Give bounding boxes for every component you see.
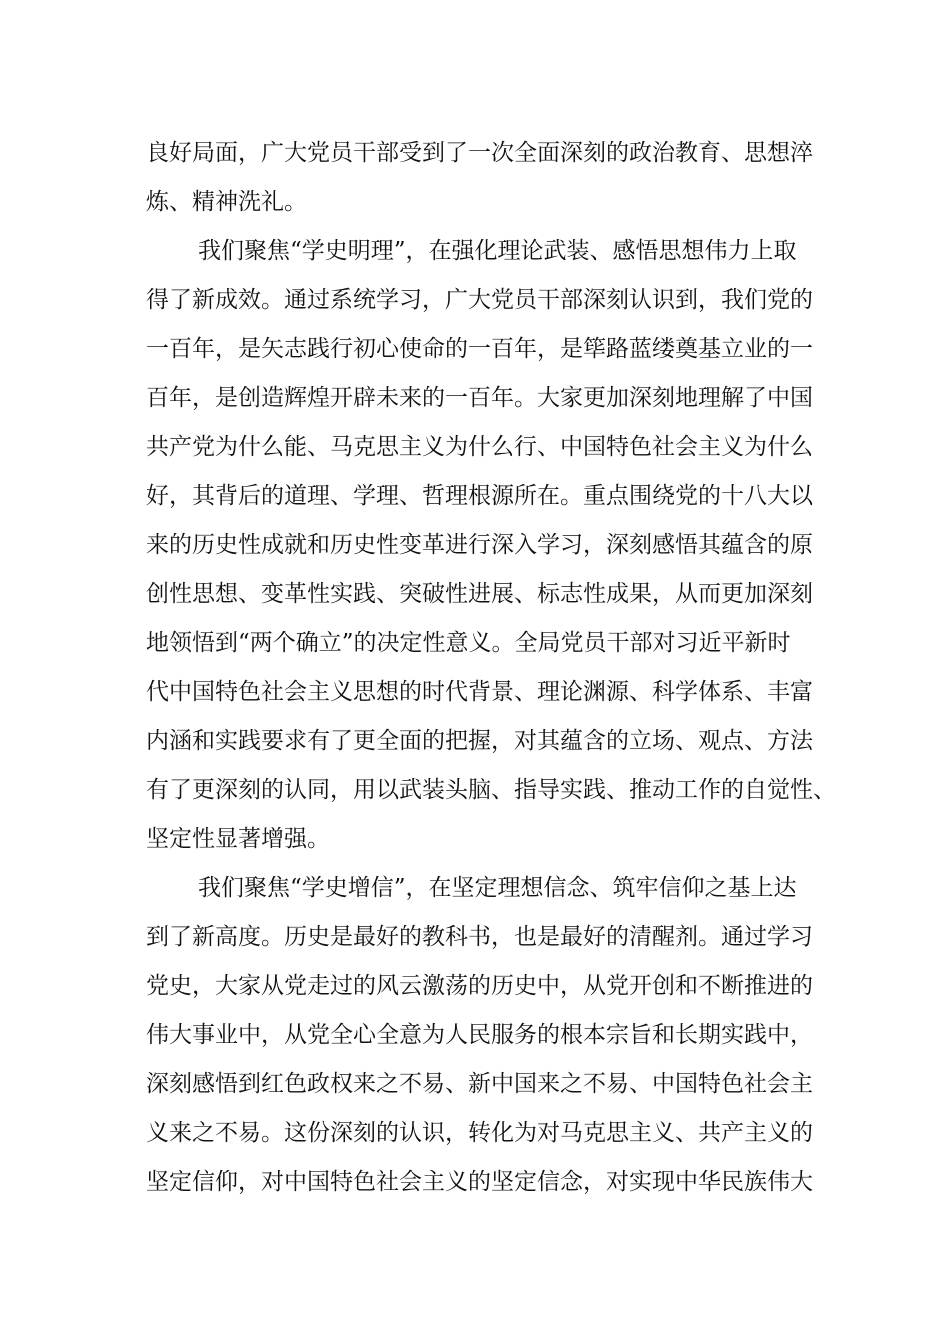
- text-line: 坚定性显著增强。: [146, 826, 330, 852]
- text-line: 到了新高度。历史是最好的教科书，也是最好的清醒剂。通过学习: [146, 924, 813, 950]
- text-line: 代中国特色社会主义思想的时代背景、理论渊源、科学体系、丰富: [146, 679, 813, 705]
- text-line: 一百年，是矢志践行初心使命的一百年，是筚路蓝缕奠基立业的一: [146, 336, 813, 362]
- text-line: 伟大事业中，从党全心全意为人民服务的根本宗旨和长期实践中，: [146, 1022, 813, 1048]
- text-line: 义来之不易。这份深刻的认识，转化为对马克思主义、共产主义的: [146, 1120, 813, 1146]
- text-line: 创性思想、变革性实践、突破性进展、标志性成果，从而更加深刻: [146, 581, 813, 607]
- text-line: 坚定信仰，对中国特色社会主义的坚定信念，对实现中华民族伟大: [146, 1169, 813, 1195]
- paragraph-first-line: 我们聚焦“学史明理”，在强化理论武装、感悟思想伟力上取: [198, 238, 797, 264]
- text-line: 内涵和实践要求有了更全面的把握，对其蕴含的立场、观点、方法: [146, 728, 813, 754]
- text-line: 炼、精神洗礼。: [146, 189, 307, 215]
- text-line: 得了新成效。通过系统学习，广大党员干部深刻认识到，我们党的: [146, 287, 813, 313]
- text-line: 有了更深刻的认同，用以武装头脑、指导实践、推动工作的自觉性、: [146, 777, 836, 803]
- text-line: 地领悟到“两个确立”的决定性意义。全局党员干部对习近平新时: [146, 630, 791, 656]
- text-line: 来的历史性成就和历史性变革进行深入学习，深刻感悟其蕴含的原: [146, 532, 813, 558]
- text-line: 党史，大家从党走过的风云激荡的历史中，从党开创和不断推进的: [146, 973, 813, 999]
- text-line: 深刻感悟到红色政权来之不易、新中国来之不易、中国特色社会主: [146, 1071, 813, 1097]
- paragraph-first-line: 我们聚焦“学史增信”，在坚定理想信念、筑牢信仰之基上达: [198, 875, 797, 901]
- text-line: 良好局面，广大党员干部受到了一次全面深刻的政治教育、思想淬: [146, 140, 813, 166]
- text-line: 好，其背后的道理、学理、哲理根源所在。重点围绕党的十八大以: [146, 483, 813, 509]
- text-line: 百年，是创造辉煌开辟未来的一百年。大家更加深刻地理解了中国: [146, 385, 813, 411]
- text-line: 共产党为什么能、马克思主义为什么行、中国特色社会主义为什么: [146, 434, 813, 460]
